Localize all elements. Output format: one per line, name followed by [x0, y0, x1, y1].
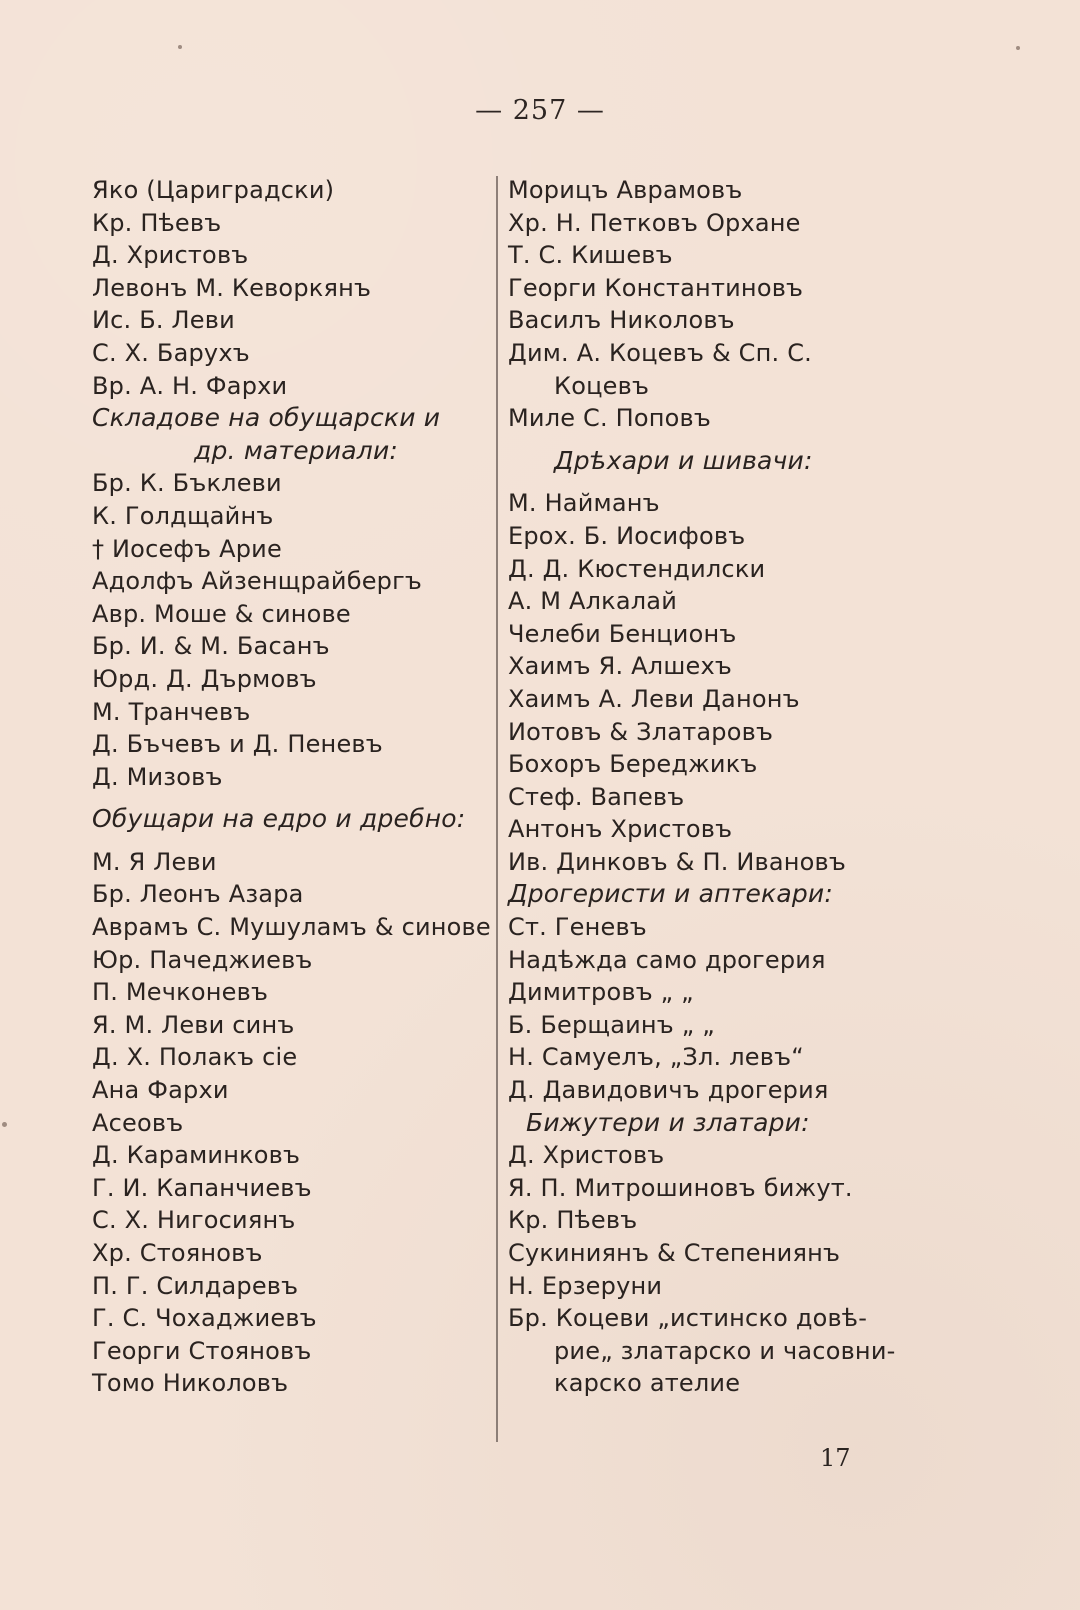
list-item: Б. Берщаинъ „ „ — [508, 1010, 715, 1039]
list-item-continuation: рие„ златарско и часовни- — [554, 1336, 896, 1365]
list-item: Н. Самуелъ, „Зл. левъ“ — [508, 1043, 804, 1072]
list-item: Стеф. Вапевъ — [508, 782, 685, 811]
list-item: Асеовъ — [92, 1108, 184, 1137]
section-heading: Дрѣхари и шивачи: — [554, 445, 813, 475]
left-column — [92, 174, 492, 1400]
list-item: П. Мечконевъ — [92, 978, 269, 1007]
list-item: Хаимъ Я. Алшехъ — [508, 652, 733, 681]
list-item: Ис. Б. Леви — [92, 306, 235, 335]
list-item: М. Найманъ — [508, 489, 660, 518]
list-item: † Иосефъ Арие — [92, 534, 282, 563]
list-item: Д. Бъчевъ и Д. Пеневъ — [92, 730, 383, 759]
list-item: Бр. И. & М. Басанъ — [92, 632, 330, 661]
list-item: Я. П. Митрошиновъ бижут. — [508, 1173, 853, 1202]
list-item: Георги Константиновъ — [508, 273, 804, 302]
list-item: П. Г. Силдаревъ — [92, 1271, 299, 1300]
section-heading: Складове на обущарски и — [92, 403, 441, 433]
list-item: Бохоръ Береджикъ — [508, 750, 758, 779]
section-heading: Дрогеристи и аптекари: — [508, 879, 833, 909]
list-item: Я. М. Леви синъ — [92, 1010, 295, 1039]
list-item: Иотовъ & Златаровъ — [508, 717, 774, 746]
list-item: Д. Давидовичъ дрогерия — [508, 1076, 829, 1105]
list-item: Сукиниянъ & Степениянъ — [508, 1239, 841, 1267]
list-item: Бр. Коцеви „истинско довѣ- — [508, 1304, 868, 1333]
list-item: Хр. Н. Петковъ Орхане — [508, 208, 801, 237]
list-item: Авр. Моше & синове — [92, 599, 351, 628]
list-item: М. Я Леви — [92, 847, 217, 876]
list-item: Бр. Леонъ Азара — [92, 880, 304, 909]
list-item: Кр. Пѣевъ — [92, 208, 222, 237]
list-item: Юр. Пачеджиевъ — [92, 945, 313, 974]
list-item: Д. Д. Кюстендилски — [508, 554, 766, 583]
list-item: С. Х. Нигосиянъ — [92, 1206, 296, 1235]
list-item: Хр. Стояновъ — [92, 1239, 263, 1267]
paper-speck — [1016, 46, 1020, 50]
list-item: Вр. А. Н. Фархи — [92, 371, 288, 400]
list-item: Георги Стояновъ — [92, 1336, 312, 1365]
list-item: Д. Христовъ — [508, 1141, 665, 1170]
list-item: Ив. Динковъ & П. Ивановъ — [508, 847, 847, 876]
list-item: Т. С. Кишевъ — [508, 241, 673, 270]
list-item: К. Голдщайнъ — [92, 501, 274, 530]
list-item: Антонъ Христовъ — [508, 815, 733, 844]
list-item: Адолфъ Айзенщрайбергъ — [92, 567, 423, 596]
list-item: Яко (Цариградски) — [92, 176, 335, 204]
paper-speck — [178, 45, 182, 49]
list-item: Томо Николовъ — [92, 1369, 289, 1398]
printer-signature-mark: 17 — [820, 1444, 851, 1472]
list-item: Василъ Николовъ — [508, 306, 735, 335]
list-item: Юрд. Д. Дърмовъ — [92, 664, 317, 693]
section-heading: Бижутери и златари: — [526, 1107, 810, 1137]
list-item: Н. Ерзеруни — [508, 1271, 663, 1300]
list-item: Ана Фархи — [92, 1076, 229, 1105]
paper-speck — [2, 1122, 7, 1127]
list-item: Бр. К. Бъклеви — [92, 469, 282, 498]
list-item: Д. Х. Полакъ сіе — [92, 1043, 298, 1072]
list-item: М. Транчевъ — [92, 697, 251, 726]
column-divider — [496, 176, 498, 1442]
section-heading-continuation: др. материали: — [194, 435, 399, 465]
list-item: Кр. Пѣевъ — [508, 1206, 638, 1235]
list-item: Д. Мизовъ — [92, 762, 223, 791]
list-item-continuation: карско ателие — [554, 1369, 741, 1398]
list-item: Г. И. Капанчиевъ — [92, 1173, 312, 1202]
list-item: А. М Алкалай — [508, 587, 678, 616]
right-column — [508, 174, 918, 1400]
list-item: Надѣжда само дрогерия — [508, 945, 826, 974]
list-item: Ст. Геневъ — [508, 913, 647, 942]
list-item: С. Х. Барухъ — [92, 338, 250, 367]
list-item: Димитровъ „ „ — [508, 978, 694, 1007]
list-item: Д. Христовъ — [92, 241, 249, 270]
list-item: Левонъ М. Кеворкянъ — [92, 273, 372, 302]
list-item: Аврамъ С. Мушуламъ & синове — [92, 913, 491, 942]
list-item: Ерох. Б. Иосифовъ — [508, 521, 746, 550]
list-item: Хаимъ А. Леви Данонъ — [508, 684, 800, 713]
list-item-continuation: Коцевъ — [554, 371, 650, 400]
list-item: Морицъ Аврамовъ — [508, 176, 743, 204]
section-heading: Обущари на едро и дребно: — [92, 804, 466, 834]
list-item: Дим. А. Коцевъ & Сп. С. — [508, 338, 812, 367]
list-item: Миле С. Поповъ — [508, 404, 712, 433]
list-item: Челеби Бенционъ — [508, 619, 737, 648]
list-item: Д. Караминковъ — [92, 1141, 301, 1170]
list-item: Г. С. Чохаджиевъ — [92, 1304, 317, 1333]
page-number: — 257 — — [475, 95, 605, 126]
